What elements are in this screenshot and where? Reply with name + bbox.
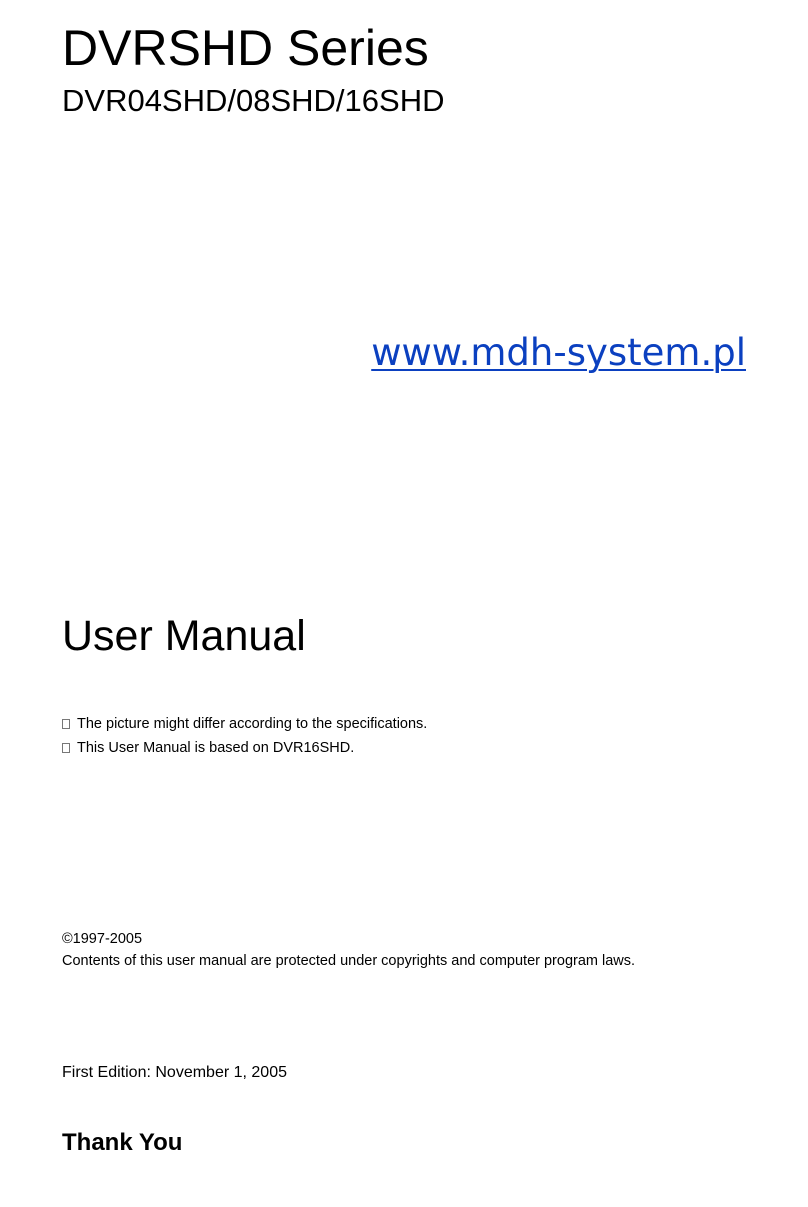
note-item: [62, 738, 354, 758]
copyright-statement: Contents of this user manual are protected under copyrights and computer program laws.: [62, 953, 636, 969]
copyright-notice: ©1997-2005: [62, 931, 143, 947]
note-text: The picture might differ according to the specifications.: [77, 716, 428, 732]
edition-date: First Edition: November 1, 2005: [62, 1064, 287, 1081]
note-text: This User Manual is based on DVR16SHD.: [77, 740, 355, 756]
thank-you-text: Thank You: [62, 1129, 183, 1156]
model-list: DVR04SHD/08SHD/16SHD: [62, 83, 445, 118]
note-item: [62, 714, 427, 734]
bullet-box-icon: [62, 743, 70, 753]
series-title: DVRSHD Series: [62, 20, 429, 76]
bullet-box-icon: [62, 719, 70, 729]
manual-title: User Manual: [62, 612, 306, 660]
website-link[interactable]: www.mdh-system.pl: [371, 331, 746, 374]
